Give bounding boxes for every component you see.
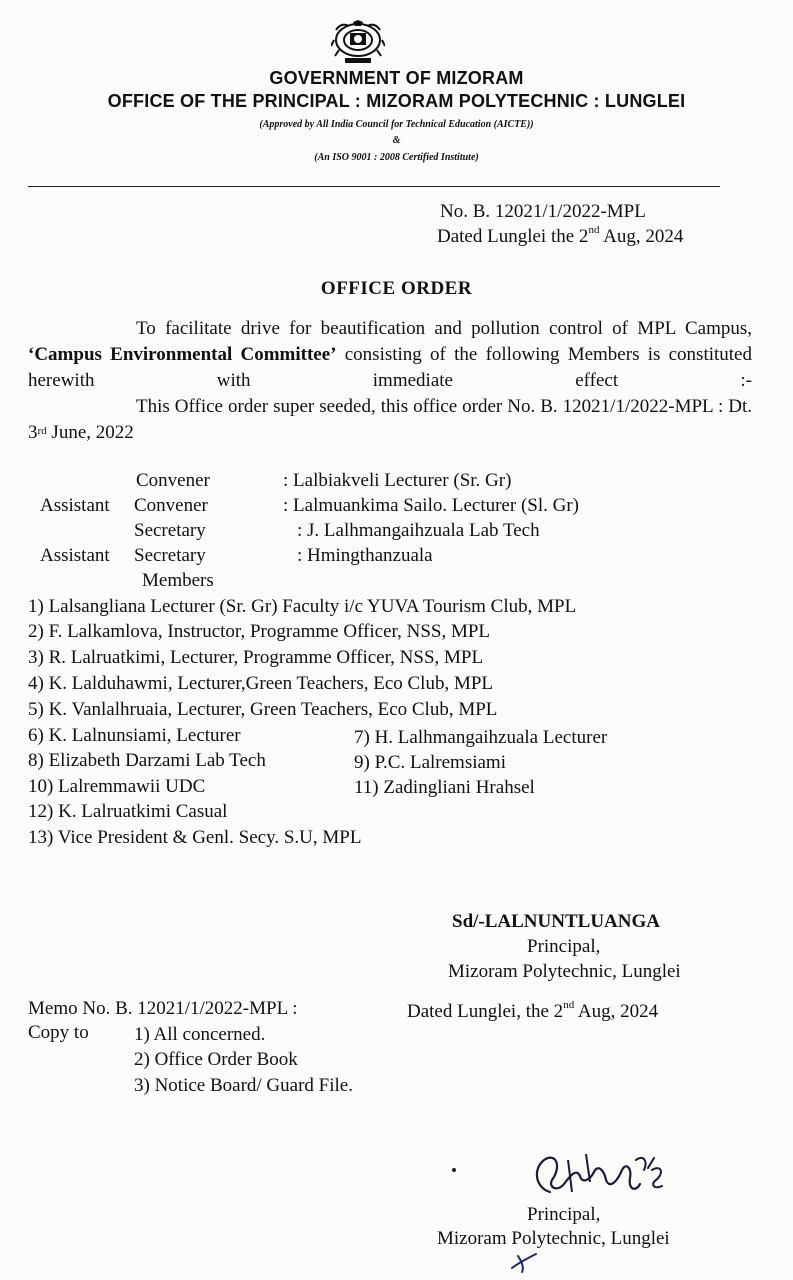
members-label: Members — [142, 570, 214, 591]
signatory-designation: Principal, — [527, 936, 601, 957]
copy-item: 1) All concerned. — [134, 1024, 266, 1045]
copy-item: 2) Office Order Book — [134, 1049, 298, 1070]
member-item: 10) Lalremmawii UDC — [28, 776, 206, 797]
role-prefix: Assistant — [40, 545, 110, 566]
assistant-secretary-name: : Hmingthanzuala — [297, 545, 433, 566]
memo-date: Dated Lunglei, the 2nd Aug, 2024 — [407, 999, 659, 1022]
member-item: 11) Zadingliani Hrahsel — [354, 777, 535, 798]
copy-to-label: Copy to — [28, 1022, 89, 1043]
office-heading: OFFICE OF THE PRINCIPAL : MIZORAM POLYTECHNIC : LUNGLEI — [107, 91, 686, 111]
government-heading: GOVERNMENT OF MIZORAM — [269, 68, 524, 88]
ampersand-line: & — [392, 135, 401, 146]
member-item: 5) K. Vanlalhruaia, Lecturer, Green Teachers, Eco Club, MPL — [28, 699, 498, 720]
iso-line: (An ISO 9001 : 2008 Certified Institute) — [314, 152, 479, 163]
order-date: Dated Lunglei the 2nd Aug, 2024 — [437, 224, 684, 247]
member-item: 8) Elizabeth Darzami Lab Tech — [28, 750, 266, 771]
convener-name: : Lalbiakveli Lecturer (Sr. Gr) — [283, 470, 512, 491]
role-convener: Convener — [136, 470, 210, 491]
header-divider — [28, 186, 720, 187]
initial-mark — [508, 1250, 538, 1274]
order-body: To facilitate drive for beautification and pollution control of MPL Campus, ‘Campus Environmental Committee’ consisting of the following Members is constituted herewith with immediate effect :- This Office order super seeded, this office order No. B. 12021/1/2022-MPL : Dt. 3rd June, 2022 — [28, 318, 752, 443]
member-item: 2) F. Lalkamlova, Instructor, Programme Officer, NSS, MPL — [28, 621, 491, 642]
role-prefix: Assistant — [40, 495, 110, 516]
memo-number: Memo No. B. 12021/1/2022-MPL : — [28, 998, 298, 1019]
member-item: 13) Vice President & Genl. Secy. S.U, MPL — [28, 827, 362, 848]
member-item: 12) K. Lalruatkimi Casual — [28, 801, 228, 822]
member-item: 4) K. Lalduhawmi, Lecturer,Green Teachers, Eco Club, MPL — [28, 673, 494, 694]
copy-item: 3) Notice Board/ Guard File. — [134, 1075, 353, 1096]
document-title: OFFICE ORDER — [320, 278, 473, 299]
member-item: 9) P.C. Lalremsiami — [354, 752, 506, 773]
handwritten-signature — [440, 1140, 670, 1210]
aicte-approval-line: (Approved by All India Council for Technical Education (AICTE)) — [259, 119, 534, 130]
member-item: 6) K. Lalnunsiami, Lecturer — [28, 725, 241, 746]
signatory-name: Sd/-LALNUNTLUANGA — [452, 911, 660, 932]
signatory-institution: Mizoram Polytechnic, Lunglei — [437, 1228, 670, 1249]
assistant-convener-name: : Lalmuankima Sailo. Lecturer (Sl. Gr) — [283, 495, 579, 516]
order-number: No. B. 12021/1/2022-MPL — [440, 201, 646, 222]
member-item: 3) R. Lalruatkimi, Lecturer, Programme Officer, NSS, MPL — [28, 647, 484, 668]
member-item: 7) H. Lalhmangaihzuala Lecturer — [354, 727, 608, 748]
signatory-designation: Principal, — [527, 1204, 601, 1225]
role-secretary: Secretary — [134, 520, 206, 541]
secretary-name: : J. Lalhmangaihzuala Lab Tech — [297, 520, 540, 541]
role-assistant-convener: Convener — [134, 495, 208, 516]
member-item: 1) Lalsangliana Lecturer (Sr. Gr) Faculty i/c YUVA Tourism Club, MPL — [28, 596, 577, 617]
state-emblem-icon — [331, 20, 385, 64]
role-assistant-secretary: Secretary — [134, 545, 206, 566]
signatory-institution: Mizoram Polytechnic, Lunglei — [448, 961, 681, 982]
